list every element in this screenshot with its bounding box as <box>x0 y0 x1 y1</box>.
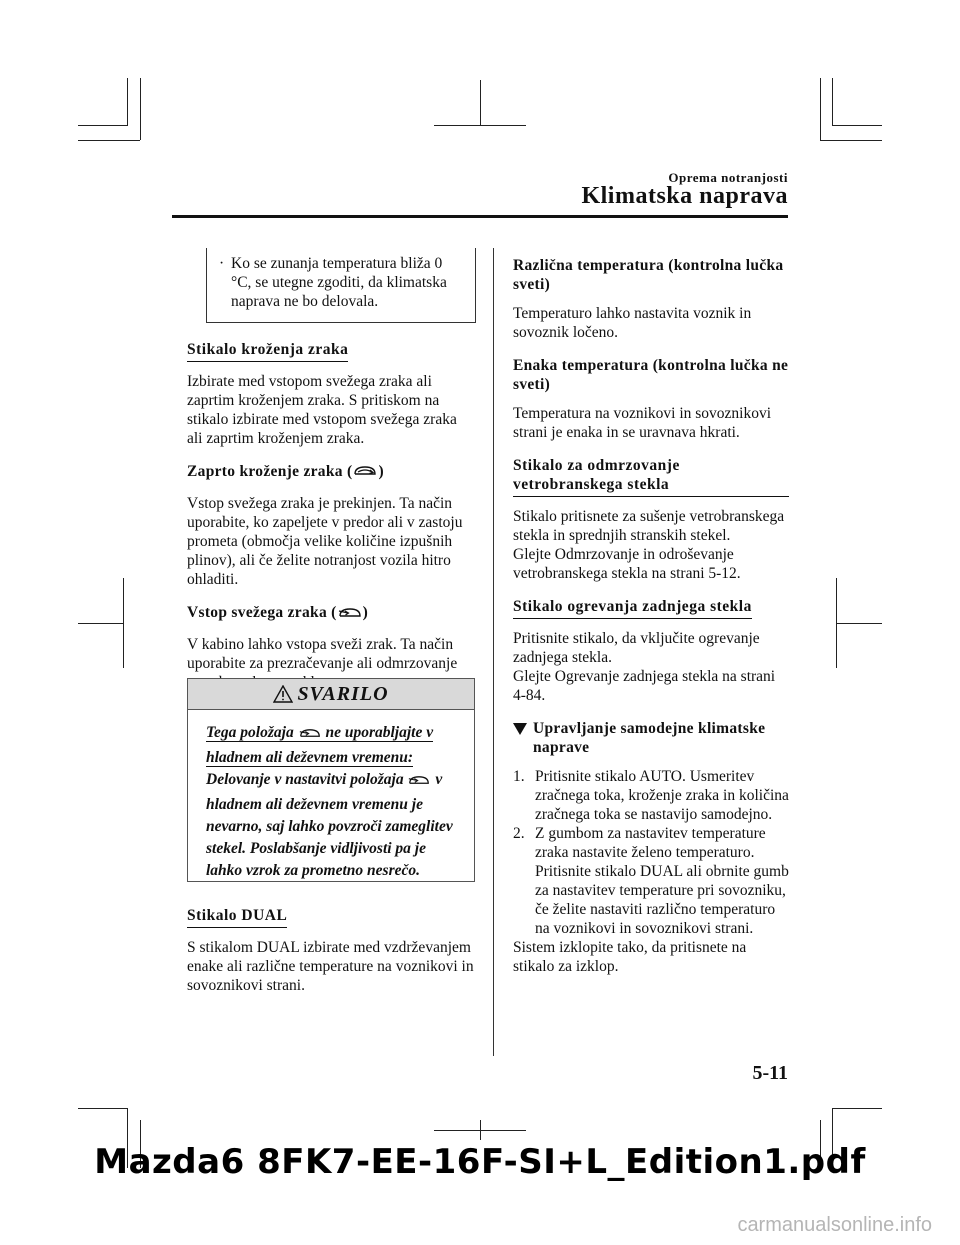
rear-defog-heading: Stikalo ogrevanja zadnjega stekla <box>513 597 752 619</box>
page-title: Klimatska naprava <box>581 183 788 209</box>
warning-body: Tega položaja ne uporabljajte v hladnem ali deževnem vremenu: Delovanje v nastavitvi položaja v hladnem ali deževnem vremenu je nevarno, saj lahko povzroči zameglitev stekel. Poslabšanje vidljivosti pa je lahko vzrok za prometno nesrečo. <box>206 724 453 879</box>
left-column-lower <box>187 906 475 1009</box>
triangle-marker-icon <box>513 723 527 735</box>
warning-line1: Tega položaja ne uporabljajte v hladnem ali deževnem vremenu: <box>206 724 434 766</box>
right-column <box>513 256 789 990</box>
recirc-heading: Stikalo kroženja zraka <box>187 340 348 362</box>
rear-defog-ref: Glejte Ogrevanje zadnjega stekla na strani 4-84. <box>513 668 776 704</box>
fresh-heading: Vstop svežega zraka ( ) <box>187 603 475 625</box>
diff-temp-text: Temperaturo lahko nastavita voznik in sovoznik ločeno. <box>513 305 752 341</box>
fresh-air-icon <box>407 772 431 794</box>
note-box <box>206 248 476 323</box>
dual-text: S stikalom DUAL izbirate med vzdrževanjem enake ali različne temperature na voznikovi in sovoznikovi strani. <box>187 939 474 994</box>
fresh-air-icon <box>337 606 363 625</box>
warning-triangle-icon <box>273 685 293 703</box>
warning-title: SVARILO <box>297 682 389 705</box>
auto-steps <box>513 767 789 938</box>
list-item: 2. Z gumbom za nastavitev temperature zraka nastavite želeno temperaturo. Pritisnite stikalo DUAL ali obrnite gumb za nastavitev temperature pri sovozniku, če želite nastaviti različno temperaturo na voznikovi in sovoznikovi strani. <box>513 825 789 937</box>
warning-box <box>187 678 475 882</box>
note-text: Ko se zunanja temperatura bliža 0 °C, se utegne zgoditi, da klimatska naprava ne bo delovala. <box>231 255 447 310</box>
warning-header <box>188 679 474 710</box>
same-temp-heading: Enaka temperatura (kontrolna lučka ne sveti) <box>513 357 789 393</box>
fresh-text: V kabino lahko vstopa sveži zrak. Ta način uporabite za prezračevanje ali odmrzovanje <box>187 636 458 672</box>
defrost-ref: Glejte Odmrzovanje in odroševanje vetrobranskega stekla na strani 5-12. <box>513 546 741 582</box>
recirc-text: Izbirate med vstopom svežega zraka ali zaprtim kroženjem zraka. S pritiskom na stikalo izbirate med vstopom svežega zraka ali zaprtim kroženjem zraka. <box>187 373 457 447</box>
off-text: Sistem izklopite tako, da pritisnete na stikalo za izklop. <box>513 939 747 975</box>
defrost-text: Stikalo pritisnete za sušenje vetrobranskega stekla in sprednjih stranskih stekel. <box>513 508 785 544</box>
diff-temp-heading: Različna temperatura (kontrolna lučka sveti) <box>513 257 784 293</box>
bullet: · <box>219 255 225 272</box>
page-number: 5-11 <box>752 1062 788 1084</box>
fresh-air-icon <box>298 725 322 747</box>
dual-heading: Stikalo DUAL <box>187 906 287 928</box>
left-column <box>187 340 475 706</box>
watermark: carmanualsonline.info <box>737 1214 932 1236</box>
rear-defog-text: Pritisnite stikalo, da vključite ogrevanje zadnjega stekla. <box>513 630 760 666</box>
section-name: Oprema notranjosti <box>668 170 788 185</box>
closed-heading: Zaprto kroženje zraka ( ) <box>187 462 475 484</box>
auto-heading: Upravljanje samodejne klimatske naprave <box>513 719 789 757</box>
header-rule <box>172 215 788 218</box>
closed-text: Vstop svežega zraka je prekinjen. Ta način uporabite, ko zapeljete v predor ali v zastoju prometa (območja velike količine izpušnih plinov), ali če želite notranjost vozila hitro ohladiti. <box>187 495 463 588</box>
column-divider <box>493 248 494 1056</box>
same-temp-text: Temperatura na voznikovi in sovoznikovi strani je enaka in se uravnava hkrati. <box>513 405 772 441</box>
defrost-heading: Stikalo za odmrzovanje vetrobranskega stekla <box>513 456 789 497</box>
document-filename: Mazda6 8FK7-EE-16F-SI+L_Edition1.pdf <box>94 1142 866 1182</box>
recirculation-icon <box>352 465 378 484</box>
list-item: 1. Pritisnite stikalo AUTO. Usmeritev zračnega toka, kroženje zraka in količina zračnega toka se nastavijo samodejno. <box>513 768 789 823</box>
